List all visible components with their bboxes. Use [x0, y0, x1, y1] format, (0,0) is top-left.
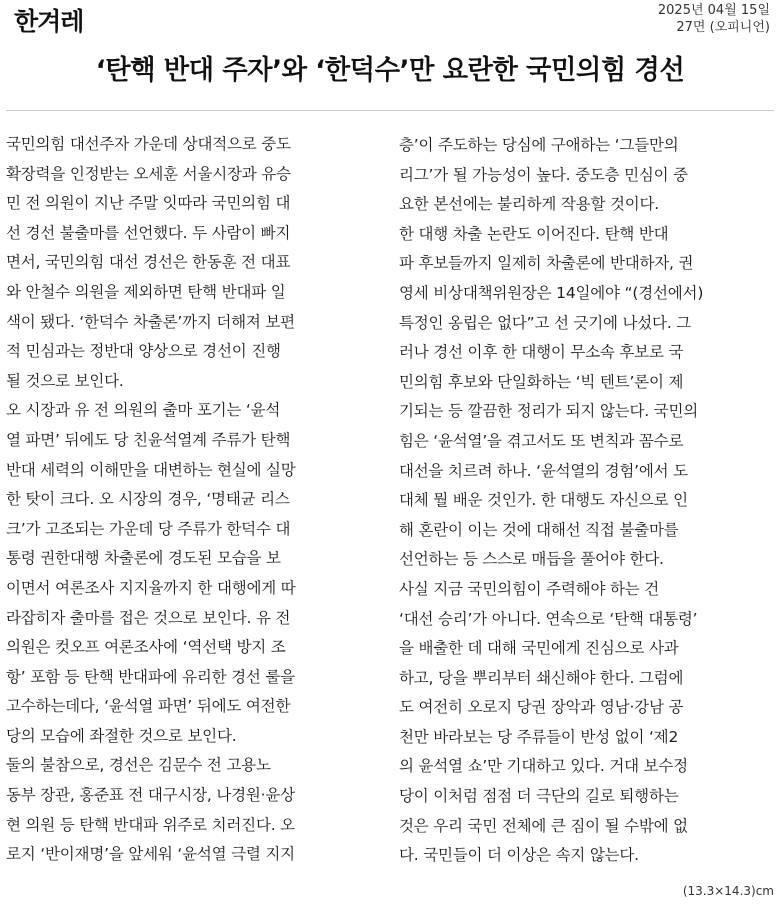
article-line: 당이 이처럼 점점 더 극단의 길로 퇴행하는: [399, 787, 679, 806]
article-line: 영세 비상대책위원장은 14일에야 “(경선에서): [399, 283, 704, 302]
article-line: 사실 지금 국민의힘이 주력해야 하는 건: [399, 579, 660, 598]
article-line: 고수하는데다, ‘윤석열 파면’ 뒤에도 여전한: [6, 697, 291, 716]
article-line: 통령 권한대행 차출론에 경도된 모습을 보: [6, 549, 281, 568]
article-line: 로지 ‘반이재명’을 앞세워 ‘윤석열 극렬 지지: [6, 845, 295, 864]
article-line: 선언하는 등 스스로 매듭을 풀어야 한다.: [399, 550, 664, 569]
article-line: 리그’가 될 가능성이 높다. 중도층 민심이 중: [399, 165, 688, 184]
article-line: 될 것으로 보인다.: [6, 371, 124, 390]
article-line: 대선을 치르려 하나. ‘윤석열의 경험’에서 도: [399, 461, 688, 480]
headline-divider: [6, 110, 774, 111]
clipping-size: (13.3×14.3)cm: [682, 884, 774, 898]
article-line: 선 경선 불출마를 선언했다. 두 사람이 빠지: [6, 223, 291, 242]
article-line: 국민의힘 대선주자 가운데 상대적으로 중도: [6, 135, 291, 153]
article-line: 라잡히자 출마를 접은 것으로 보인다. 유 전: [6, 608, 291, 627]
article-line: 둘의 불참으로, 경선은 김문수 전 고용노: [6, 756, 271, 775]
article-line: 요한 본선에는 불리하게 작용할 것이다.: [399, 195, 660, 214]
newspaper-logo: 한겨레: [14, 7, 84, 36]
article-line: 특정인 옹립은 없다”고 선 긋기에 나섰다. 그: [399, 313, 692, 332]
article-line: 한 대행 차출 논란도 이어진다. 탄핵 반대: [399, 224, 669, 243]
issue-date: 2025년 04월 15일: [657, 3, 770, 18]
article-line: 민 전 의원이 지난 주말 잇따라 국민의힘 대: [6, 194, 291, 213]
article-line: 확장력을 인정받는 오세훈 서울시장과 유승: [6, 164, 291, 183]
article-headline: ‘탄핵 반대 주자’와 ‘한덕수’만 요란한 국민의힘 경선: [95, 55, 685, 86]
article-line: 층’이 주도하는 당심에 구애하는 ‘그들만의: [399, 136, 679, 154]
article-line: 한 탓이 크다. 오 시장의 경우, ‘명태균 리스: [6, 490, 290, 509]
article-line: 동부 장관, 홍준표 전 대구시장, 나경원·윤상: [6, 786, 295, 805]
article-line: 도 여전히 오로지 당권 장악과 영남·강남 공: [399, 698, 684, 717]
article-line: 대체 뭘 배운 것인가. 한 대행도 자신으로 인: [399, 491, 688, 510]
article-line: 천만 바라보는 당 주류들이 반성 없이 ‘제2: [399, 727, 679, 746]
article-line: 해 혼란이 이는 것에 대해선 직접 불출마를: [399, 520, 679, 539]
article-line: 오 시장과 유 전 의원의 출마 포기는 ‘윤석: [6, 401, 281, 420]
article-line: 크’가 고조되는 가운데 당 주류가 한덕수 대: [6, 519, 291, 538]
article-line: 다. 국민들이 더 이상은 속지 않는다.: [399, 846, 639, 865]
article-line: 항’ 포함 등 탄핵 반대파에 유리한 경선 룰을: [6, 667, 295, 686]
article-line: 을 배출한 데 대해 국민에게 진심으로 사과: [399, 639, 679, 658]
article-line: 와 안철수 의원을 제외하면 탄핵 반대파 일: [6, 282, 286, 301]
article-line: 민의힘 후보와 단일화하는 ‘빅 텐트’론이 제: [399, 372, 684, 391]
article-column-right: [399, 131, 773, 871]
article-line: 러나 경선 이후 한 대행이 무소속 후보로 국: [399, 343, 684, 362]
article-line: 면서, 국민의힘 대선 경선은 한동훈 전 대표: [6, 253, 291, 272]
article-line: 색이 됐다. ‘한덕수 차출론’까지 더해져 보편: [6, 312, 295, 331]
article-column-left: [6, 130, 380, 870]
article-line: ‘대선 승리’가 아니다. 연속으로 ‘탄핵 대통령’: [399, 609, 698, 628]
article-line: 이면서 여론조사 지지율까지 한 대행에게 따: [6, 578, 296, 597]
article-line: 기되는 등 깔끔한 정리가 되지 않는다. 국민의: [399, 402, 699, 421]
article-line: 현 의원 등 탄핵 반대파 위주로 치러진다. 오: [6, 815, 295, 834]
article-line: 것은 우리 국민 전체에 큰 짐이 될 수밖에 없: [399, 816, 688, 835]
article-line: 반대 세력의 이해만을 대변하는 현실에 실망: [6, 460, 296, 479]
article-line: 힘은 ‘윤석열’을 겪고서도 또 변칙과 꼼수로: [399, 431, 684, 450]
issue-page: 27면 (오피니언): [676, 20, 770, 35]
article-line: 하고, 당을 뿌리부터 쇄신해야 한다. 그럼에: [399, 668, 684, 687]
issue-meta: [658, 2, 770, 36]
article-line: 당의 모습에 좌절한 것으로 보인다.: [6, 726, 237, 745]
article-line: 파 후보들까지 일제히 차출론에 반대하자, 권: [399, 254, 694, 273]
article-line: 열 파면’ 뒤에도 당 친윤석열계 주류가 탄핵: [6, 430, 291, 449]
article-line: 의 윤석열 쇼’만 기대하고 있다. 거대 보수정: [399, 757, 688, 776]
article-line: 의원은 컷오프 여론조사에 ‘역선택 방지 조: [6, 638, 286, 657]
article-line: 적 민심과는 정반대 양상으로 경선이 진행: [6, 342, 281, 361]
